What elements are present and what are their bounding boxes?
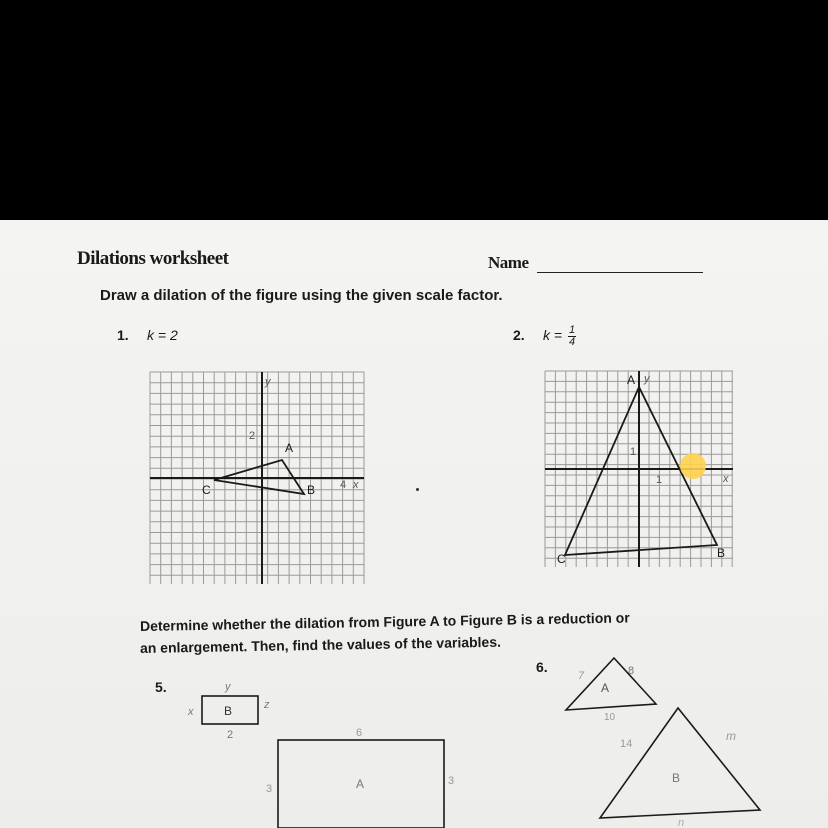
problem1-label-C: C xyxy=(202,483,211,497)
problem2-x-label: x xyxy=(723,473,729,485)
problem2-label-C: C xyxy=(557,552,566,566)
figure-A-left-label: 3 xyxy=(266,783,273,795)
figure-B-triangle xyxy=(600,708,760,818)
problem6-number: 6. xyxy=(536,659,548,675)
stray-mark xyxy=(416,488,419,491)
problem1-label-A: A xyxy=(285,441,294,455)
figure-A-side-7: 7 xyxy=(578,670,585,682)
figure-B-x-label: x xyxy=(188,706,194,718)
figure-B-side-n: n xyxy=(678,817,685,828)
figure-A-triangle xyxy=(566,658,656,710)
figure-A-label: A xyxy=(601,681,610,695)
name-blank-line xyxy=(537,272,703,273)
figure-B-side-14: 14 xyxy=(620,738,633,750)
problem1-graph xyxy=(150,372,364,584)
figure-B-label: B xyxy=(224,704,233,718)
problem2-number: 2. xyxy=(513,327,525,343)
problem2-tick-1x: 1 xyxy=(656,474,663,486)
problem6-figures xyxy=(560,652,770,828)
figure-B-side-m: m xyxy=(726,729,736,743)
problem2-graph xyxy=(545,371,733,567)
figure-B-bottom-label: 2 xyxy=(227,729,234,741)
figure-B-z-label: z xyxy=(264,699,270,711)
section2-instructions-line2: an enlargement. Then, find the values of the variables. xyxy=(139,633,502,656)
problem2-y-label: y xyxy=(644,373,650,385)
name-label: Name xyxy=(488,253,529,272)
problem1-y-label: y xyxy=(265,376,271,388)
section2-instructions-line1: Determine whether the dilation from Figure A to Figure B is a reduction or xyxy=(139,609,630,634)
problem1-x-label: x xyxy=(353,479,359,491)
problem1-label-B: B xyxy=(307,483,316,497)
problem2-scale-factor: k = $\frac{1}{4}$ xyxy=(543,324,576,348)
figure-A-side-8: 8 xyxy=(628,665,635,677)
instructions: Draw a dilation of the figure using the given scale factor. xyxy=(100,287,503,304)
problem1-number: 1. xyxy=(117,327,129,343)
problem1-tick-4: 4 xyxy=(340,479,347,491)
problem5-figures xyxy=(180,668,470,828)
figure-A-label: A xyxy=(356,777,365,791)
problem2-label-B: B xyxy=(717,546,726,560)
problem1-scale-factor: k = 2 xyxy=(147,327,178,343)
problem1-tick-2: 2 xyxy=(249,430,256,442)
figure-B-label: B xyxy=(672,771,681,785)
problem5-number: 5. xyxy=(155,679,167,695)
glare-highlight xyxy=(680,453,706,479)
figure-A-side-10: 10 xyxy=(604,712,616,723)
scale-fraction: $\frac{1}{4}$ xyxy=(568,324,576,348)
problem2-tick-1y: 1 xyxy=(630,446,637,458)
figure-A-top-label: 6 xyxy=(356,727,363,739)
figure-A-right-label: 3 xyxy=(448,775,455,787)
worksheet-paper xyxy=(0,220,828,828)
figure-B-y-label: y xyxy=(225,681,231,693)
problem2-label-A: A xyxy=(627,373,636,387)
worksheet-title: Dilations worksheet xyxy=(77,248,229,269)
